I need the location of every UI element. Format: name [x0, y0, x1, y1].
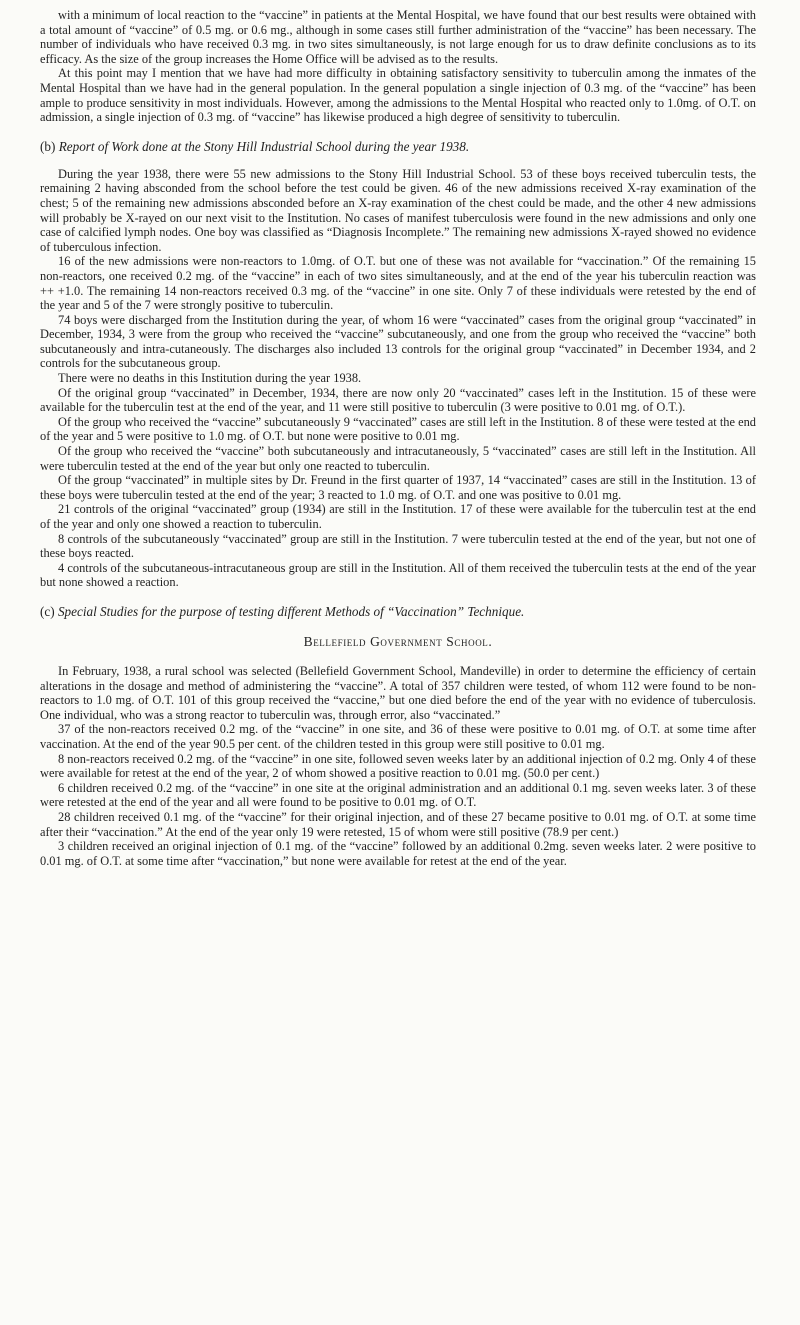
paragraph: 4 controls of the subcutaneous-intracutaneous group are still in the Institution. All of them received the tuberculin tests at the end of the year but none showed a reaction. — [40, 560, 756, 590]
section-label-c: (c) — [40, 603, 55, 619]
section-label-b: (b) — [40, 138, 56, 154]
paragraph: 8 non-reactors received 0.2 mg. of the “vaccine” in one site, followed seven weeks later by an additional injection of 0.2 mg. Only 4 of these were available for retest at the end of the year, 2 of whom showed a positive reaction to 0.01 mg. (50.0 per cent.) — [40, 751, 756, 781]
paragraph: Of the original group “vaccinated” in December, 1934, there are now only 20 “vaccinated” cases left in the Institution. 15 of these were available for the tuberculin test at the end of the year, and 11 were still positive to tuberculin (3 were positive to 0.01 mg. of O.T.). — [40, 385, 756, 415]
document-page — [40, 8, 756, 868]
school-subheading: Bellefield Government School. — [303, 633, 493, 649]
paragraph-intro: with a minimum of local reaction to the “vaccine” in patients at the Mental Hospital, we have found that our best results were obtained with a total amount of “vaccine” of 0.5 mg. or 0.6 mg., although in some cases still further administration of the “vaccine” has been necessary. The number of individuals who have received 0.3 mg. in two sites simultaneously, is not large enough for us to draw definite conclusions as to its efficacy. As the size of the group increases the Home Office will be advised as to the results. — [40, 8, 756, 66]
section-title-c: Special Studies for the purpose of testing different Methods of “Vaccination” Technique. — [57, 603, 525, 619]
paragraph: Of the group who received the “vaccine” both subcutaneously and intracutaneously, 5 “vaccinated” cases are still left in the Institution. All were tuberculin tested at the end of the year but only one reacted to tuberculin. — [40, 444, 756, 473]
paragraph-mental-hospital: At this point may I mention that we have had more difficulty in obtaining satisfactory sensitivity to tuberculin among the inmates of the Mental Hospital than we have had in the general population. In the general population a single injection of 0.3 mg. of the “vaccine” has been ample to produce sensitivity in most individuals. However, among the admissions to the Mental Hospital who reacted only to 1.0mg. of O.T. on admission, a single injection of 0.3 mg. of “vaccine” has likewise produced a high degree of sensitivity to tuberculin. — [40, 66, 756, 125]
paragraph: 21 controls of the original “vaccinated” group (1934) are still in the Institution. 17 of these were available for the tuberculin test at the end of the year and only one showed a reaction to tuberculin. — [40, 502, 756, 531]
paragraph: There were no deaths in this Institution during the year 1938. — [58, 371, 362, 386]
paragraph: 3 children received an original injection of 0.1 mg. of the “vaccine” followed by an additional 0.2mg. seven weeks later. 2 were positive to 0.01 mg. of O.T. at some time after “vaccination,” but none were available for retest at the end of the year. — [40, 839, 756, 868]
section-b-body — [40, 167, 756, 590]
paragraph: 8 controls of the subcutaneously “vaccinated” group are still in the Institution. 7 were tuberculin tested at the end of the year, but not one of these boys reacted. — [40, 531, 756, 561]
paragraph: 74 boys were discharged from the Institution during the year, of whom 16 were “vaccinated” cases from the original group “vaccinated” in December, 1934, 3 were from the group who received the “vaccine” subcutaneously, and one from the group who received the “vaccine” both subcutaneously and intra-cutaneously. The discharges also included 13 controls for the original group “vaccinated” in December 1934, and 2 controls for the subcutaneous group. — [40, 312, 756, 371]
paragraph: 28 children received 0.1 mg. of the “vaccine” for their original injection, and of these 27 became positive to 0.01 mg. of O.T. at some time after their “vaccination.” At the end of the year only 19 were retested, 15 of whom were still positive (78.9 per cent.) — [40, 809, 756, 839]
paragraph: 16 of the new admissions were non-reactors to 1.0mg. of O.T. but one of these was not available for “vaccination.” Of the remaining 15 non-reactors, one received 0.2 mg. of the “vaccine” in each of two sites simultaneously, and at the end of the year his tuberculin reaction was ++ +1.0. The remaining 14 non-reactors received 0.3 mg. of the “vaccine” in one site. Only 7 of these individuals were retested by the end of the year and 5 of the 7 were strongly positive to tuberculin. — [40, 254, 756, 313]
paragraph: Of the group who received the “vaccine” subcutaneously 9 “vaccinated” cases are still left in the Institution. 8 of these were tested at the end of the year and 5 were positive to 1.0 mg. of O.T. but none were positive to 0.01 mg. — [40, 414, 756, 444]
paragraph: In February, 1938, a rural school was selected (Bellefield Government School, Mandeville) in order to determine the efficiency of certain alterations in the dosage and method of administering the “vaccine”. A total of 357 children were tested, of whom 112 were found to be non-reactors to 1.0 mg. of O.T. 101 of this group received the “vaccine,” but one died before the end of the year with no evidence of tuberculosis. One individual, who was a strong reactor to tuberculin was, through error, also “vaccinated.” — [40, 663, 756, 722]
section-title-b: Report of Work done at the Stony Hill Industrial School during the year 1938. — [58, 138, 470, 154]
paragraph: Of the group “vaccinated” in multiple sites by Dr. Freund in the first quarter of 1937, 14 “vaccinated” cases are still in the Institution. 13 of these boys were tuberculin tested at the end of the year; 3 reacted to 1.0 mg. of O.T. and one was positive to 0.01 mg. — [40, 473, 756, 502]
section-heading-c — [40, 604, 756, 620]
section-heading-b — [40, 139, 756, 155]
paragraph: 6 children received 0.2 mg. of the “vaccine” in one site at the original administration and an additional 0.1 mg. seven weeks later. 3 of these were retested at the end of the year and all were found to be positive to 0.01 mg. of O.T. — [40, 780, 756, 810]
section-c-body — [40, 664, 756, 868]
paragraph: During the year 1938, there were 55 new admissions to the Stony Hill Industrial School. 53 of these boys received tuberculin tests, the remaining 2 having absconded from the school before the test could be given. 46 of the new admissions received X-ray examination of the chest; 5 of the remaining new admissions absconded before an X-ray examination of the chest could be made, and the other 4 new admissions will probably be X-rayed on our next visit to the Institution. No cases of manifest tuberculosis were found in the new admissions and only one case of calcified lymph nodes. One boy was classified as “Diagnosis Incomplete.” The remaining new admissions X-rayed showed no evidence of tuberculous infection. — [40, 166, 756, 254]
paragraph: 37 of the non-reactors received 0.2 mg. of the “vaccine” in one site, and 36 of these were positive to 0.01 mg. of O.T. at some time after vaccination. At the end of the year 90.5 per cent. of the children tested in this group were still positive to 0.01 mg. — [40, 722, 756, 751]
